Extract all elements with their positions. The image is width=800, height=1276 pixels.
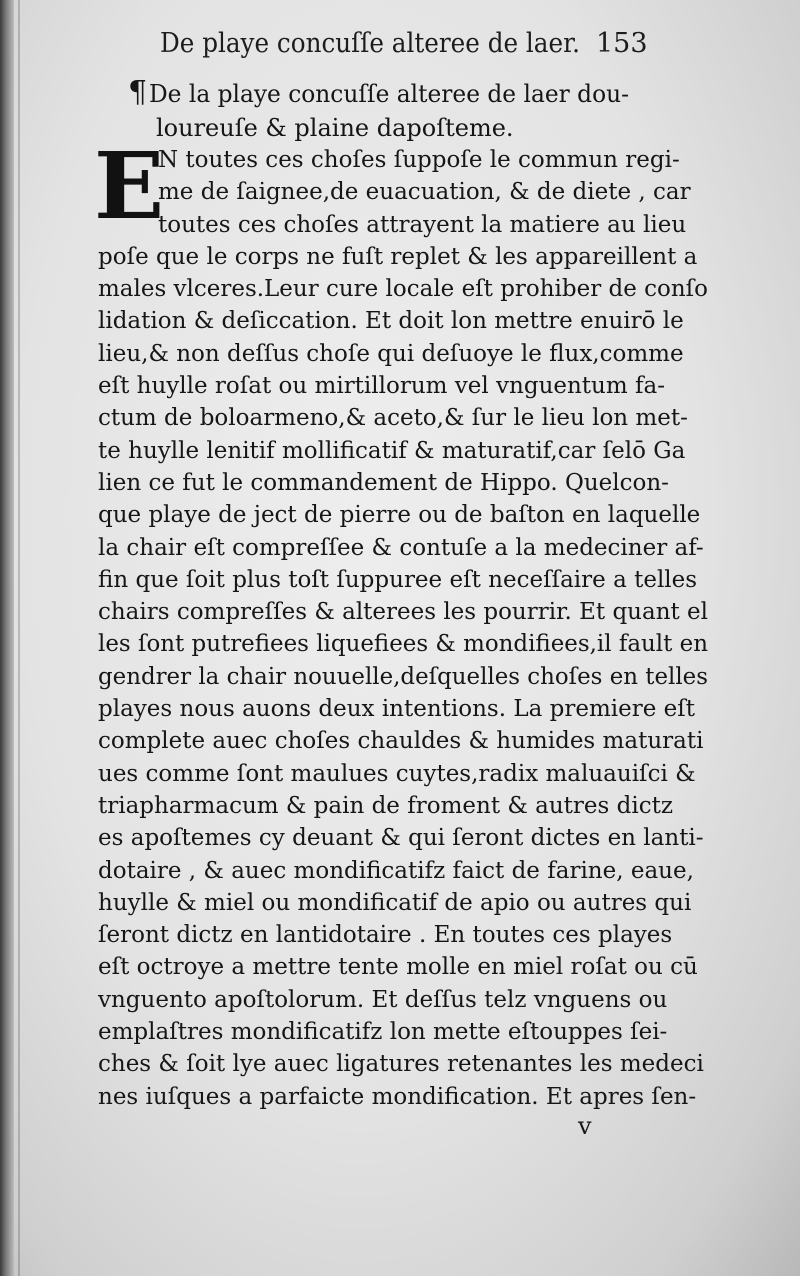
body-line: poſe que le corps ne fuſt replet & les appareillent a: [98, 243, 698, 270]
page-fold-line: [18, 0, 20, 1276]
heading-line-1: De la playe concuſſe alteree de laer dou-: [149, 80, 630, 108]
body-line: vnguento apoſtolorum. Et deſſus telz vnguens ou: [98, 986, 668, 1013]
body-line: ſeront dictz en lantidotaire . En toutes ces playes: [98, 922, 673, 949]
body-line: te huylle lenitif mollificatif & maturatif,car ſelō Ga: [98, 437, 686, 464]
chapter-heading: [128, 76, 648, 145]
body-line: es apoſtemes cy deuant & qui ſeront dictes en lanti-: [98, 825, 704, 852]
body-line: ches & ſoit lye auec ligatures retenantes les medeci: [98, 1051, 704, 1078]
body-line: huylle & miel ou mondificatif de apio ou autres qui: [98, 889, 692, 916]
body-line: lien ce fut le commandement de Hippo. Quelcon-: [98, 469, 669, 496]
body-line: males vlceres.Leur cure locale eſt prohiber de conſo: [98, 276, 708, 303]
body-line: gendrer la chair nouuelle,deſquelles choſes en telles: [98, 663, 708, 690]
body-line: lieu,& non deſſus choſe qui deſuoye le flux,comme: [98, 340, 684, 367]
body-line: nes iuſques a parfaicte mondification. Et apres ſen-: [98, 1083, 697, 1110]
body-line: chairs compreſſes & alterees les pourrir. Et quant el: [98, 599, 708, 626]
body-line: complete auec choſes chauldes & humides maturati: [98, 728, 704, 755]
body-line: emplaſtres mondificatifz lon mette eſtouppes ſei-: [98, 1019, 668, 1046]
body-line: la chair eſt compreſſee & contuſe a la medeciner af-: [98, 534, 704, 561]
running-head-title: De playe concuſſe alteree de laer.: [160, 28, 580, 59]
body-line: eſt octroye a mettre tente molle en miel roſat ou cū: [98, 954, 698, 981]
body-line: les ſont putrefiees liquefiees & mondifiees,il fault en: [98, 631, 708, 658]
drop-cap: E: [94, 132, 165, 240]
body-line: fin que ſoit plus toſt ſuppuree eſt neceſſaire a telles: [98, 566, 698, 593]
body-line: N toutes ces choſes ſuppoſe le commun regi-: [158, 147, 680, 173]
body-line: toutes ces choſes attrayent la matiere au lieu: [158, 211, 687, 238]
body-line: que playe de ject de pierre ou de baſton en laquelle: [98, 502, 701, 529]
page-gutter-shadow: [0, 0, 14, 1276]
body-line: ues comme ſont maulues cuytes,radix maluauiſci &: [98, 760, 696, 787]
body-text: [98, 144, 708, 1113]
page-number: 153: [596, 28, 648, 59]
body-line: dotaire , & auec mondificatifz faict de farine, eaue,: [98, 857, 694, 884]
body-line: me de ſaignee,de euacuation, & de diete , car: [158, 179, 691, 206]
pilcrow-mark: ¶: [128, 75, 148, 110]
body-line: eſt huylle roſat ou mirtillorum vel vnguentum fa-: [98, 373, 665, 400]
heading-line-2: loureuſe & plaine dapoſteme.: [156, 114, 514, 142]
body-line: playes nous auons deux intentions. La premiere eſt: [98, 696, 696, 723]
signature-mark: v: [578, 1112, 592, 1140]
body-line: ctum de boloarmeno,& aceto,& ſur le lieu lon met-: [98, 405, 688, 432]
body-line: triapharmacum & pain de froment & autres dictz: [98, 792, 673, 819]
body-line: lidation & deſiccation. Et doit lon mettre enuirō le: [98, 308, 684, 335]
